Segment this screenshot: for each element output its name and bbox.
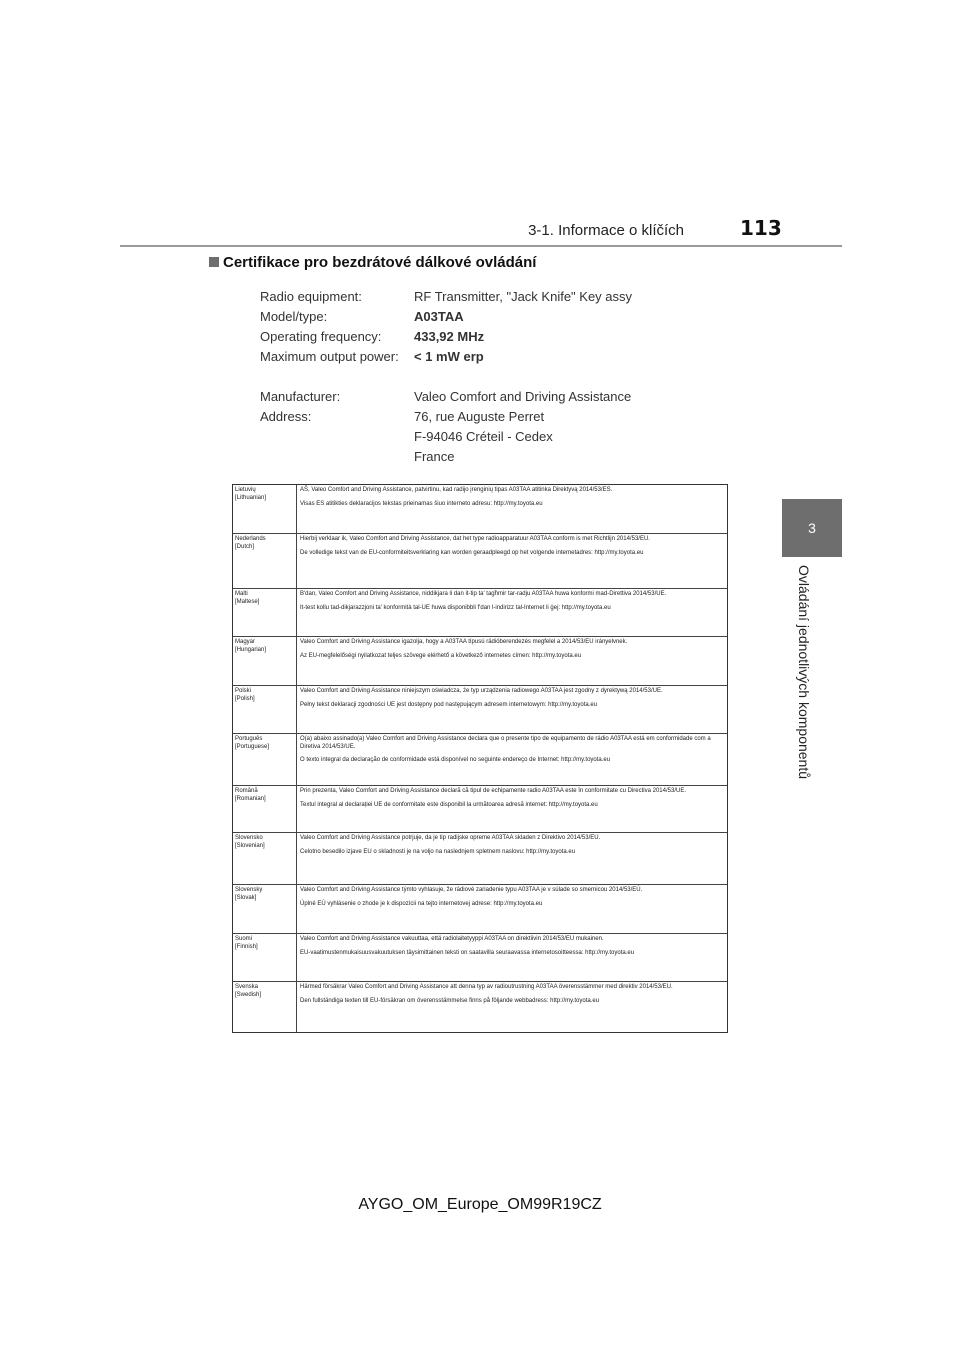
language-cell: [233, 833, 297, 884]
declaration-text: Valeo Comfort and Driving Assistance týmto vyhlasuje, že rádiové zariadenie typu A03TAA je v súlade so smernicou 2014/53/EÚ.: [300, 887, 643, 893]
declaration-text: Hierbij verklaar ik, Valeo Comfort and Driving Assistance, dat het type radioapparatuur A03TAA conform is met Richtlijn 2014/53/EU.: [300, 536, 650, 542]
declaration-text: Valeo Comfort and Driving Assistance vakuuttaa, että radiolaitetyyppi A03TAA on direktiivin 2014/53/EU mukainen.: [300, 936, 604, 942]
language-english: [Slovenian]: [235, 842, 265, 849]
declaration-url-text: O texto integral da declaração de conformidade está disponível no seguinte endereço de Internet: http://my.toyota.eu: [300, 757, 611, 763]
spec-value: < 1 mW erp: [414, 349, 484, 364]
language-english: [Portuguese]: [235, 743, 270, 750]
declaration-text-cell: [297, 982, 727, 1005]
language-english: [Polish]: [235, 695, 255, 702]
table-row: [233, 588, 727, 636]
declaration-url-text: Pełny tekst deklaracji zgodności UE jest dostępny pod następującym adresem internetowym: http://my.toyota.eu: [300, 701, 598, 708]
spec-row: [260, 429, 680, 449]
spec-row: [260, 389, 680, 409]
declaration-url-text: It-test kollu tad-dikjarazzjoni ta' konformità tal-UE huwa disponibbli f'dan l-indirizz tal-Internet li ġej: http://my.toyota.eu: [300, 604, 611, 611]
declaration-text-cell: [297, 833, 727, 856]
language-cell: [233, 885, 297, 933]
language-name: Nederlands: [235, 536, 266, 542]
declaration-text-cell: [297, 734, 727, 765]
declaration-text: Valeo Comfort and Driving Assistance potrjuje, da je tip radijske opreme A03TAA skladen z Direktivo 2014/53/EU.: [300, 835, 601, 841]
spec-value: F-94046 Créteil - Cedex: [414, 429, 553, 444]
table-row: [233, 884, 727, 933]
language-cell: [233, 589, 297, 636]
declaration-text-cell: [297, 934, 727, 957]
language-english: [Swedish]: [235, 991, 262, 998]
table-row: [233, 533, 727, 588]
declaration-url-text: EU-vaatimustenmukaisuusvakuutuksen täysimittainen teksti on saatavilla seuraavassa internetosoitteessa: http://my.toyota.eu: [300, 949, 635, 956]
declaration-text-cell: [297, 786, 727, 809]
declaration-text: Härmed försäkrar Valeo Comfort and Driving Assistance att denna typ av radioutrustning A03TAA överensstämmer med direktiv 2014/53/EU.: [300, 984, 673, 990]
declaration-text: Valeo Comfort and Driving Assistance igazolja, hogy a A03TAA típusú rádióberendezés megfelel a 2014/53/EU irányelvnek.: [300, 639, 628, 645]
language-name: Português: [235, 736, 263, 742]
spec-row: [260, 349, 680, 369]
language-english: [Dutch]: [235, 543, 255, 550]
language-cell: [233, 934, 297, 981]
language-cell: [233, 982, 297, 1032]
spec-label: Address:: [260, 409, 312, 424]
language-cell: [233, 534, 297, 588]
chapter-tab: 3: [782, 499, 842, 557]
spec-label: Maximum output power:: [260, 349, 399, 364]
page-number: 113: [740, 216, 782, 240]
language-name: Malti: [235, 591, 248, 597]
language-cell: [233, 786, 297, 832]
table-row: [233, 636, 727, 685]
language-cell: [233, 734, 297, 785]
declaration-text-cell: [297, 885, 727, 908]
section-heading-text: Certifikace pro bezdrátové dálkové ovládání: [223, 254, 537, 271]
declaration-url-text: Textul integral al declarației UE de conformitate este disponibil la următoarea adresă internet: http://my.toyota.eu: [300, 801, 598, 808]
declaration-url-text: Az EU-megfelelőségi nyilatkozat teljes szövege elérhető a következő internetes címen: http://my.toyota.eu: [300, 652, 582, 659]
language-name: Magyar: [235, 639, 256, 645]
declaration-text-cell: [297, 485, 727, 508]
square-bullet-icon: [209, 257, 219, 267]
declaration-url-text: De volledige tekst van de EU-conformiteitsverklaring kan worden geraadpleegd op het volgende internetadres: http://my.toyota.eu: [300, 549, 644, 556]
declaration-text-cell: [297, 637, 727, 660]
language-english: [Lithuanian]: [235, 494, 267, 501]
table-row: [233, 485, 727, 533]
table-row: [233, 933, 727, 981]
language-name: Slovensky: [235, 887, 263, 893]
language-english: [Romanian]: [235, 795, 266, 802]
spec-value: Valeo Comfort and Driving Assistance: [414, 389, 632, 404]
spec-row: [260, 449, 680, 469]
spec-value: 433,92 MHz: [414, 329, 485, 344]
table-row: [233, 832, 727, 884]
spec-row: [260, 309, 680, 329]
declaration-text: AŠ, Valeo Comfort and Driving Assistance, patvirtinu, kad radijo įrenginių tipas A03TAA atitinka Direktyvą 2014/53/ES.: [300, 487, 613, 493]
language-name: Lietuvių: [235, 487, 256, 493]
declaration-url-text: Den fullständiga texten till EU-försäkran om överensstämmelse finns på följande webbadress: http://my.toyota.eu: [300, 997, 600, 1004]
declaration-text: Prin prezenta, Valeo Comfort and Driving Assistance declară că tipul de echipamente radio A03TAA este în conformitate cu Directiva 2014/53/UE.: [300, 788, 686, 794]
spec-label: Manufacturer:: [260, 389, 341, 404]
language-name: Română: [235, 788, 258, 794]
spec-label: Model/type:: [260, 309, 328, 324]
section-heading: [209, 254, 536, 271]
declaration-text-cell: [297, 534, 727, 557]
language-cell: [233, 485, 297, 533]
declaration-url-text: Úplné EÚ vyhlásenie o zhode je k dispozícii na tejto internetovej adrese: http://my.toyota.eu: [300, 900, 543, 907]
language-name: Polski: [235, 688, 252, 694]
declaration-text: B'dan, Valeo Comfort and Driving Assistance, niddikjara li dan it-tip ta' tagħmir tar-radju A03TAA huwa konformi mad-Direttiva 2014/53/UE.: [300, 591, 667, 597]
language-english: [Hungarian]: [235, 646, 267, 653]
language-cell: [233, 686, 297, 733]
table-row: [233, 981, 727, 1032]
language-english: [Maltese]: [235, 598, 260, 605]
spec-value: 76, rue Auguste Perret: [414, 409, 545, 424]
declaration-text-cell: [297, 686, 727, 709]
language-english: [Slovak]: [235, 894, 257, 901]
language-name: Slovensko: [235, 835, 263, 841]
declaration-table: [232, 484, 728, 1033]
spec-label: Operating frequency:: [260, 329, 382, 344]
language-cell: [233, 637, 297, 685]
table-row: [233, 785, 727, 832]
spec-row: [260, 289, 680, 309]
table-row: [233, 733, 727, 785]
header-title: 3-1. Informace o klíčích: [528, 222, 684, 239]
spec-value: RF Transmitter, "Jack Knife" Key assy: [414, 289, 633, 304]
declaration-text-cell: [297, 589, 727, 612]
table-row: [233, 685, 727, 733]
chapter-label: Ovládání jednotlivých komponentů: [796, 565, 812, 780]
spec-label: Radio equipment:: [260, 289, 362, 304]
spec-row: [260, 329, 680, 349]
declaration-text: O(a) abaixo assinado(a) Valeo Comfort and Driving Assistance declara que o presente tipo de equipamento de rádio A03TAA está em conformidade com a Diretiva 2014/53/UE.: [300, 736, 711, 750]
spec-row: [260, 409, 680, 429]
spec-value: A03TAA: [414, 309, 464, 324]
footer-document-code: AYGO_OM_Europe_OM99R19CZ: [358, 1196, 602, 1213]
header-rule: [120, 245, 842, 247]
declaration-url-text: Celotno besedilo izjave EU o skladnosti je na voljo na naslednjem spletnem naslovu: http://my.toyota.eu: [300, 848, 576, 855]
declaration-url-text: Visas ES atitikties deklaracijos tekstas prieinamas šiuo interneto adresu: http://my.toyota.eu: [300, 500, 543, 507]
language-name: Suomi: [235, 936, 253, 942]
declaration-text: Valeo Comfort and Driving Assistance niniejszym oświadcza, że typ urządzenia radiowego A03TAA jest zgodny z dyrektywą 2014/53/UE.: [300, 688, 663, 694]
language-english: [Finnish]: [235, 943, 258, 950]
language-name: Svenska: [235, 984, 259, 990]
spec-value: France: [414, 449, 455, 464]
